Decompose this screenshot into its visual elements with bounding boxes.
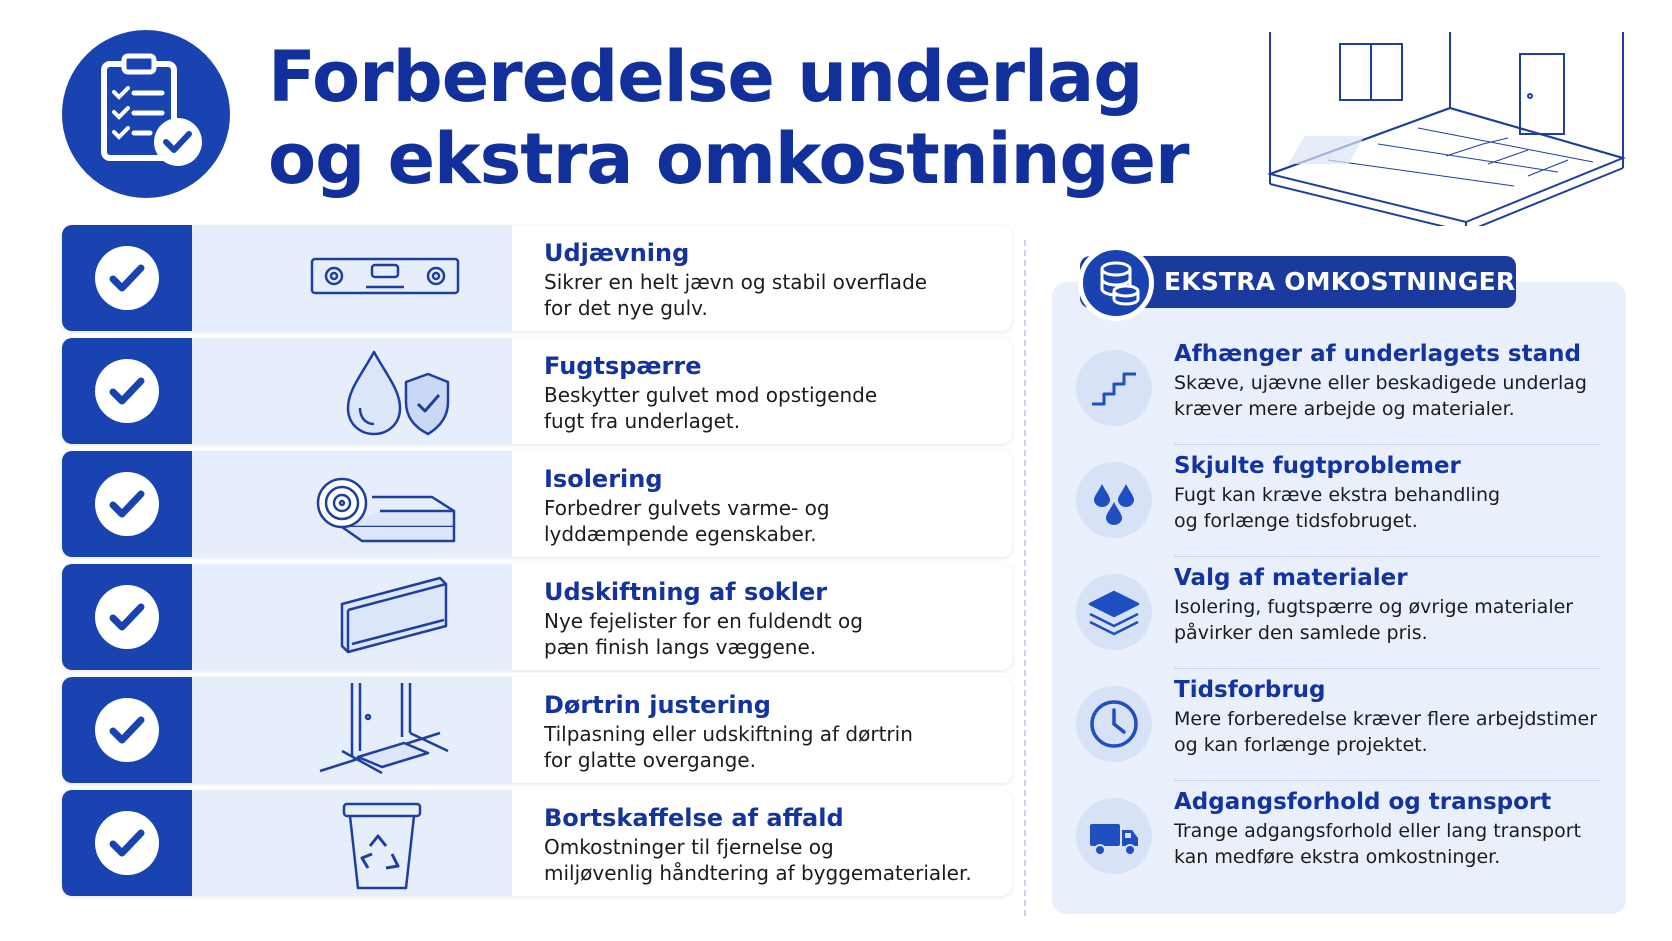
step-description-line: Forbedrer gulvets varme- og [544, 496, 830, 520]
check-column [62, 564, 192, 670]
extra-cost-hidden-moisture [1076, 448, 1602, 556]
step-description-line: Omkostninger til fjernelse og [544, 835, 834, 859]
step-description [544, 269, 1004, 321]
extra-cost-access-transport [1076, 784, 1602, 892]
step-title: Dørtrin justering [544, 691, 771, 719]
water-drops-icon [1076, 462, 1152, 538]
step-description-line: Sikrer en helt jævn og stabil overflade [544, 270, 928, 294]
baseboard-icon [192, 564, 512, 670]
step-row-moisture-barrier [62, 338, 1012, 444]
clipboard-check-icon [62, 30, 230, 198]
page-title-line-1: Forberedelse underlag [268, 36, 1143, 118]
step-description [544, 495, 1004, 547]
room-floor-illustration [1268, 26, 1638, 226]
extra-cost-description-line: Isolering, fugtspærre og øvrige materialer [1174, 596, 1574, 618]
step-title: Isolering [544, 465, 663, 493]
extra-cost-time [1076, 672, 1602, 780]
extra-cost-description-line: Trange adgangsforhold eller lang transport [1174, 820, 1581, 842]
step-row-leveling [62, 225, 1012, 331]
item-separator [1174, 668, 1600, 669]
extra-cost-description [1174, 482, 1604, 534]
item-separator [1174, 780, 1600, 781]
step-title: Udjævning [544, 239, 690, 267]
page-title-line-2: og ekstra omkostninger [268, 118, 1189, 200]
step-description-line: for glatte overgange. [544, 748, 756, 772]
extra-cost-icon-circle [1076, 798, 1152, 874]
water-drop-shield-icon [192, 338, 512, 444]
extra-cost-title: Adgangsforhold og transport [1174, 789, 1552, 815]
clipboard-badge [62, 30, 230, 198]
checkmark-icon [95, 246, 159, 310]
extra-cost-description [1174, 818, 1604, 870]
extra-cost-icon-circle [1076, 350, 1152, 426]
extra-cost-description [1174, 594, 1604, 646]
check-column [62, 225, 192, 331]
page-title [268, 36, 1228, 200]
step-row-baseboards [62, 564, 1012, 670]
layers-icon [1076, 574, 1152, 650]
checkmark-icon [95, 472, 159, 536]
coins-icon [1078, 245, 1154, 321]
extra-costs-heading: EKSTRA OMKOSTNINGER [1164, 267, 1516, 296]
step-description-line: for det nye gulv. [544, 296, 708, 320]
extra-cost-title: Valg af materialer [1174, 565, 1408, 591]
item-separator [1174, 556, 1600, 557]
step-description-line: fugt fra underlaget. [544, 409, 741, 433]
step-row-threshold [62, 677, 1012, 783]
step-icon-area [192, 564, 512, 670]
extra-cost-title: Afhænger af underlagets stand [1174, 341, 1581, 367]
clock-icon [1076, 686, 1152, 762]
stairs-icon [1076, 350, 1152, 426]
truck-icon [1076, 798, 1152, 874]
extra-cost-icon-circle [1076, 686, 1152, 762]
column-divider [1024, 240, 1026, 916]
step-description-line: miljøvenlig håndtering af byggematerialer. [544, 861, 972, 885]
step-description [544, 608, 1004, 660]
extra-cost-title: Tidsforbrug [1174, 677, 1326, 703]
step-icon-area [192, 790, 512, 896]
checkmark-icon [95, 585, 159, 649]
extra-cost-description-line: Skæve, ujævne eller beskadigede underlag [1174, 372, 1587, 394]
extra-cost-description-line: påvirker den samlede pris. [1174, 622, 1428, 644]
extra-cost-description [1174, 706, 1604, 758]
check-column [62, 677, 192, 783]
checkmark-icon [95, 811, 159, 875]
extra-cost-icon-circle [1076, 462, 1152, 538]
extra-cost-description [1174, 370, 1604, 422]
step-title: Udskiftning af sokler [544, 578, 828, 606]
extra-cost-description-line: kræver mere arbejde og materialer. [1174, 398, 1515, 420]
step-description [544, 382, 1004, 434]
extra-cost-description-line: Mere forberedelse kræver flere arbejdstimer [1174, 708, 1598, 730]
recycle-bin-icon [192, 790, 512, 896]
check-column [62, 338, 192, 444]
extra-cost-description-line: Fugt kan kræve ekstra behandling [1174, 484, 1501, 506]
step-description-line: Beskytter gulvet mod opstigende [544, 383, 878, 407]
extra-cost-condition [1076, 336, 1602, 444]
step-icon-area [192, 451, 512, 557]
step-title: Bortskaffelse af affald [544, 804, 844, 832]
step-row-insulation [62, 451, 1012, 557]
spirit-level-icon [192, 225, 512, 331]
step-description [544, 834, 1004, 886]
extra-cost-title: Skjulte fugtproblemer [1174, 453, 1461, 479]
step-description-line: pæn finish langs væggene. [544, 635, 817, 659]
door-threshold-icon [192, 677, 512, 783]
checkmark-icon [95, 698, 159, 762]
step-description [544, 721, 1004, 773]
coins-badge [1078, 245, 1154, 321]
step-description-line: Tilpasning eller udskiftning af dørtrin [544, 722, 913, 746]
step-icon-area [192, 225, 512, 331]
extra-cost-icon-circle [1076, 574, 1152, 650]
step-row-waste-disposal [62, 790, 1012, 896]
step-description-line: lyddæmpende egenskaber. [544, 522, 817, 546]
step-description-line: Nye fejelister for en fuldendt og [544, 609, 863, 633]
item-separator [1174, 444, 1600, 445]
extra-cost-description-line: og forlænge tidsfobruget. [1174, 510, 1418, 532]
extra-cost-materials [1076, 560, 1602, 668]
step-icon-area [192, 338, 512, 444]
extra-cost-description-line: kan medføre ekstra omkostninger. [1174, 846, 1501, 868]
step-icon-area [192, 677, 512, 783]
extra-cost-description-line: og kan forlænge projektet. [1174, 734, 1428, 756]
check-column [62, 451, 192, 557]
step-title: Fugtspærre [544, 352, 702, 380]
checkmark-icon [95, 359, 159, 423]
insulation-roll-icon [192, 451, 512, 557]
check-column [62, 790, 192, 896]
